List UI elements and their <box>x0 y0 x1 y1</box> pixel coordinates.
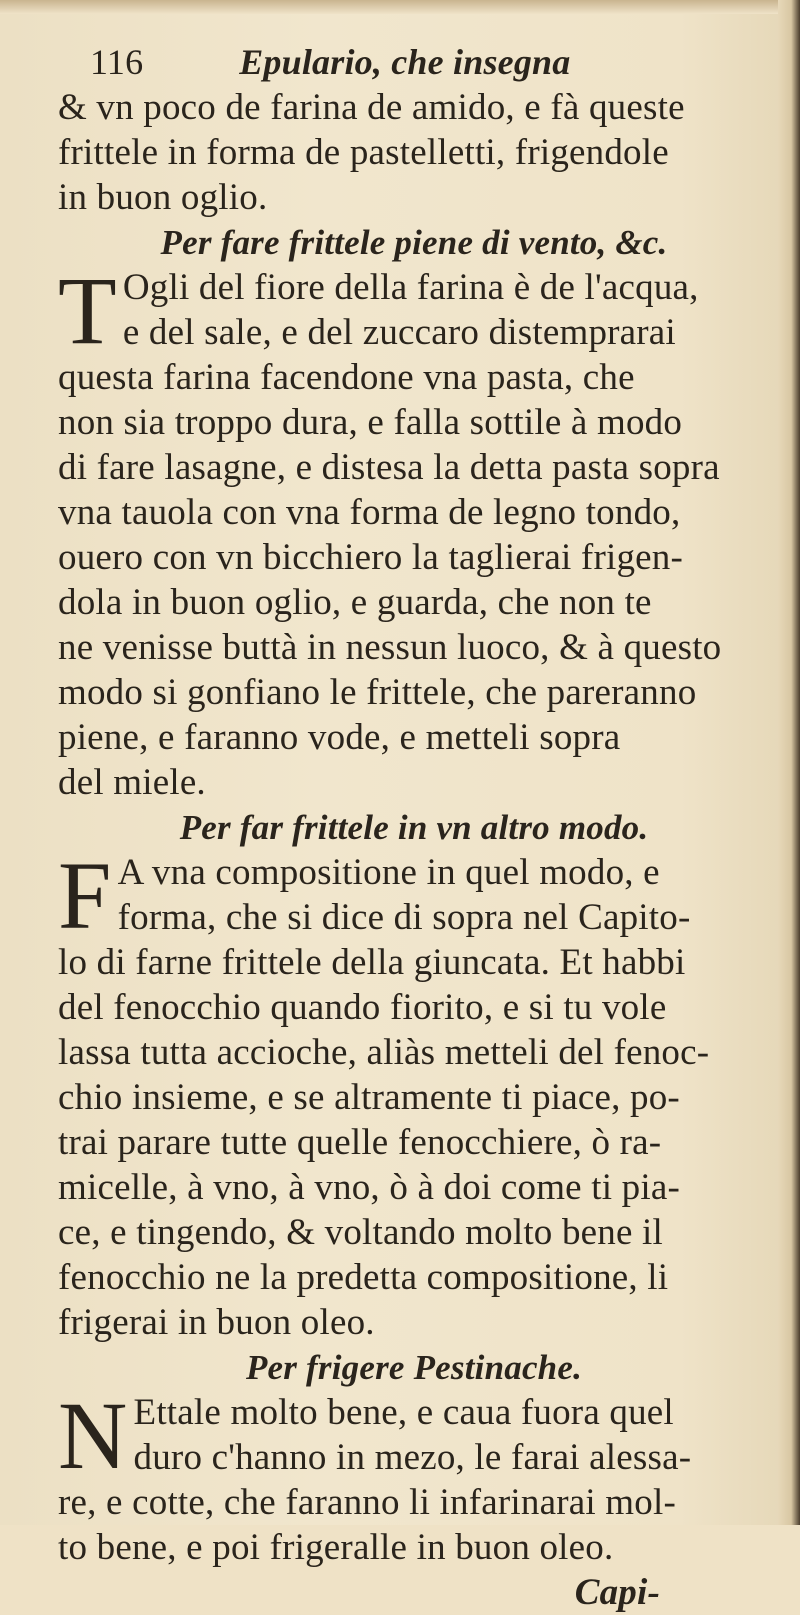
text-line: piene, e faranno vode, e metteli sopra <box>58 717 621 758</box>
recipe-heading: Per frigere Pestinache. <box>245 1348 583 1387</box>
recipe-paragraph <box>58 1382 770 1489</box>
running-title: Epulario, che insegna <box>239 42 571 82</box>
page-top-edge <box>0 0 800 14</box>
text-line: in buon oglio. <box>58 177 268 218</box>
drop-cap: F <box>58 842 112 949</box>
text-line: to bene, e poi frigeralle in buon oleo. <box>58 1527 614 1568</box>
text-line: re, e cotte, che faranno li infarinarai mol- <box>58 1482 676 1523</box>
page-binding-edge <box>778 0 800 1525</box>
text-line: questa farina facendone vna pasta, che <box>58 357 635 398</box>
text-line: forma, che si dice di sopra nel Capito- <box>117 897 691 938</box>
recipe-paragraph <box>58 257 770 364</box>
recipe-heading: Per far frittele in vn altro modo. <box>179 808 649 847</box>
text-line: dola in buon oglio, e guarda, che non te <box>58 582 652 623</box>
text-line: duro c'hanno in mezo, le farai alessa- <box>133 1437 692 1478</box>
text-line: ce, e tingendo, & voltando molto bene il <box>58 1212 664 1253</box>
text-line: del miele. <box>58 762 206 803</box>
text-line: vna tauola con vna forma de legno tondo, <box>58 492 681 533</box>
text-line: A vna compositione in quel modo, e <box>117 852 660 893</box>
text-line: trai parare tutte quelle fenocchiere, ò ra- <box>58 1122 662 1163</box>
text-line: ne venisse buttà in nessun luoco, & à questo <box>58 627 722 668</box>
page-text <box>58 40 770 1615</box>
drop-cap: T <box>58 257 117 364</box>
text-line: frittele in forma de pastelletti, frigendole <box>58 132 669 173</box>
recipe-heading: Per fare frittele piene di vento, &c. <box>160 223 668 262</box>
page-number: 116 <box>90 42 144 82</box>
text-line: non sia troppo dura, e falla sottile à modo <box>58 402 683 443</box>
text-line: lassa tutta accioche, aliàs metteli del fenoc- <box>58 1032 710 1073</box>
text-line: ouero con vn bicchiero la taglierai frigen- <box>58 537 683 578</box>
text-line: & vn poco de farina de amido, e fà queste <box>58 87 685 128</box>
text-line: e del sale, e del zuccaro distemprarai <box>122 312 676 353</box>
text-line: lo di farne frittele della giuncata. Et habbi <box>58 942 686 983</box>
text-line: frigerai in buon oleo. <box>58 1302 375 1343</box>
text-line: modo si gonfiano le frittele, che pareranno <box>58 672 697 713</box>
catchword: Capi- <box>574 1572 660 1613</box>
text-line: chio insieme, e se altramente ti piace, po- <box>58 1077 680 1118</box>
text-line: micelle, à vno, à vno, ò à doi come ti pia- <box>58 1167 680 1208</box>
text-line: di fare lasagne, e distesa la detta pasta sopra <box>58 447 720 488</box>
text-line: fenocchio ne la predetta compositione, li <box>58 1257 669 1298</box>
text-line: Ettale molto bene, e caua fuora quel <box>133 1392 674 1433</box>
running-head <box>58 40 770 85</box>
drop-cap: N <box>58 1382 128 1489</box>
text-line: del fenocchio quando fiorito, e si tu vole <box>58 987 667 1028</box>
text-line: Ogli del fiore della farina è de l'acqua, <box>122 267 699 308</box>
recipe-paragraph <box>58 842 770 949</box>
